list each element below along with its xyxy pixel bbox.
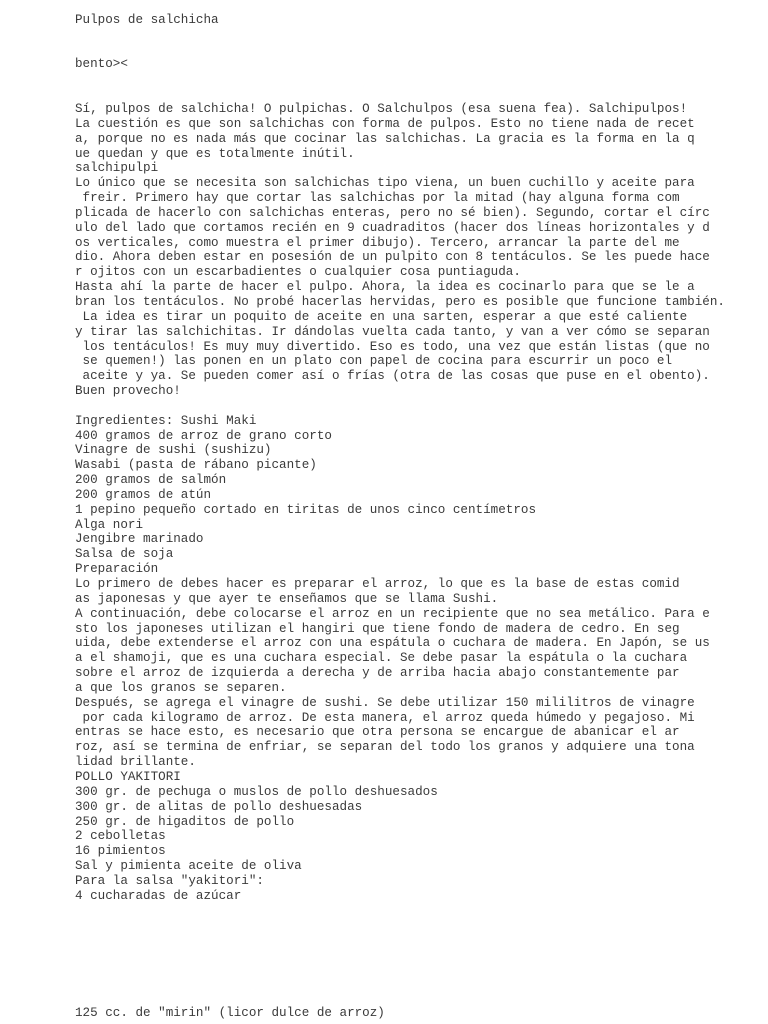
body-line: bran los tentáculos. No probé hacerlas hervidas, pero es posible que funcione también. <box>75 294 725 309</box>
body-line: plicada de hacerlo con salchichas enteras, pero no sé bien). Segundo, cortar el círc <box>75 205 710 220</box>
body-line: lidad brillante. <box>75 755 196 770</box>
body-line: a, porque no es nada más que cocinar las salchichas. La gracia es la forma en la q <box>75 131 695 146</box>
body-line: a que los granos se separen. <box>75 680 287 695</box>
body-line: r ojitos con un escarbadientes o cualquier cosa puntiaguda. <box>75 265 521 280</box>
body-line: Después, se agrega el vinagre de sushi. Se debe utilizar 150 mililitros de vinagre <box>75 695 695 710</box>
document-body <box>75 102 725 904</box>
body-line: 16 pimientos <box>75 844 166 859</box>
body-line: y tirar las salchichitas. Ir dándolas vuelta cada tanto, y van a ver cómo se separan <box>75 324 710 339</box>
body-line: Jengibre marinado <box>75 532 204 547</box>
body-line: por cada kilogramo de arroz. De esta manera, el arroz queda húmedo y pegajoso. Mi <box>75 710 695 725</box>
body-line: salchipulpi <box>75 161 159 176</box>
body-line: freir. Primero hay que cortar las salchichas por la mitad (hay alguna forma com <box>75 191 680 206</box>
body-line: 400 gramos de arroz de grano corto <box>75 428 332 443</box>
body-line: 300 gr. de pechuga o muslos de pollo deshuesados <box>75 784 438 799</box>
body-line: Preparación <box>75 562 159 577</box>
body-line: ue quedan y que es totalmente inútil. <box>75 146 355 161</box>
body-line: Salsa de soja <box>75 547 174 562</box>
body-line: as japonesas y que ayer te enseñamos que se llama Sushi. <box>75 591 499 606</box>
body-line: Wasabi (pasta de rábano picante) <box>75 458 317 473</box>
body-line: Alga nori <box>75 517 144 532</box>
document-subtitle: bento>< <box>75 57 128 71</box>
body-line: Para la salsa "yakitori": <box>75 873 264 888</box>
body-line: 1 pepino pequeño cortado en tiritas de unos cinco centímetros <box>75 502 537 517</box>
body-line: La idea es tirar un poquito de aceite en una sarten, esperar a que esté caliente <box>75 309 688 324</box>
body-line: os verticales, como muestra el primer dibujo). Tercero, arrancar la parte del me <box>75 235 680 250</box>
body-line: Sí, pulpos de salchicha! O pulpichas. O Salchulpos (esa suena fea). Salchipulpos! <box>75 102 688 116</box>
body-line: 250 gr. de higaditos de pollo <box>75 814 295 829</box>
body-line: los tentáculos! Es muy muy divertido. Eso es todo, una vez que están listas (que no <box>75 339 710 354</box>
body-line: Lo único que se necesita son salchichas tipo viena, un buen cuchillo y aceite para <box>75 176 695 191</box>
body-line: aceite y ya. Se pueden comer así o frías (otra de las cosas que puse en el obento). <box>75 369 710 384</box>
body-line: Lo primero de debes hacer es preparar el arroz, lo que es la base de estas comid <box>75 577 680 591</box>
body-line <box>75 399 725 414</box>
body-line: Hasta ahí la parte de hacer el pulpo. Ahora, la idea es cocinarlo para que se le a <box>75 280 695 295</box>
body-line: dio. Ahora deben estar en posesión de un pulpito con 8 tentáculos. Se les puede hace <box>75 250 710 265</box>
document-footer-line: 125 cc. de "mirin" (licor dulce de arroz) <box>75 1006 385 1020</box>
body-line: sto los japoneses utilizan el hangiri que tiene fondo de madera de cedro. En seg <box>75 621 680 636</box>
body-line: 2 cebolletas <box>75 829 166 844</box>
body-line: entras se hace esto, es necesario que otra persona se encargue de abanicar el ar <box>75 725 680 740</box>
document-title: Pulpos de salchicha <box>75 13 219 27</box>
body-line: ulo del lado que cortamos recién en 9 cuadraditos (hacer dos líneas horizontales y d <box>75 220 710 235</box>
body-line: Vinagre de sushi (sushizu) <box>75 443 272 458</box>
body-line: 4 cucharadas de azúcar <box>75 888 242 903</box>
body-line: 200 gramos de atún <box>75 487 212 502</box>
body-line: A continuación, debe colocarse el arroz en un recipiente que no sea metálico. Para e <box>75 606 710 621</box>
body-line: uida, debe extenderse el arroz con una espátula o cuchara de madera. En Japón, se us <box>75 636 710 651</box>
body-line: POLLO YAKITORI <box>75 769 181 784</box>
body-line: sobre el arroz de izquierda a derecha y de arriba hacia abajo constantemente par <box>75 666 680 681</box>
body-line: Buen provecho! <box>75 384 181 399</box>
body-line: Sal y pimienta aceite de oliva <box>75 859 302 874</box>
body-line: se quemen!) las ponen en un plato con papel de cocina para escurrir un poco el <box>75 354 673 369</box>
body-line: a el shamoji, que es una cuchara especial. Se debe pasar la espátula o la cuchara <box>75 651 688 666</box>
body-line: La cuestión es que son salchichas con forma de pulpos. Esto no tiene nada de recet <box>75 116 695 131</box>
body-line: 200 gramos de salmón <box>75 473 227 488</box>
body-line: Ingredientes: Sushi Maki <box>75 413 257 428</box>
body-line: roz, así se termina de enfriar, se separan del todo los granos y adquiere una tona <box>75 740 695 755</box>
body-line: 300 gr. de alitas de pollo deshuesadas <box>75 799 363 814</box>
